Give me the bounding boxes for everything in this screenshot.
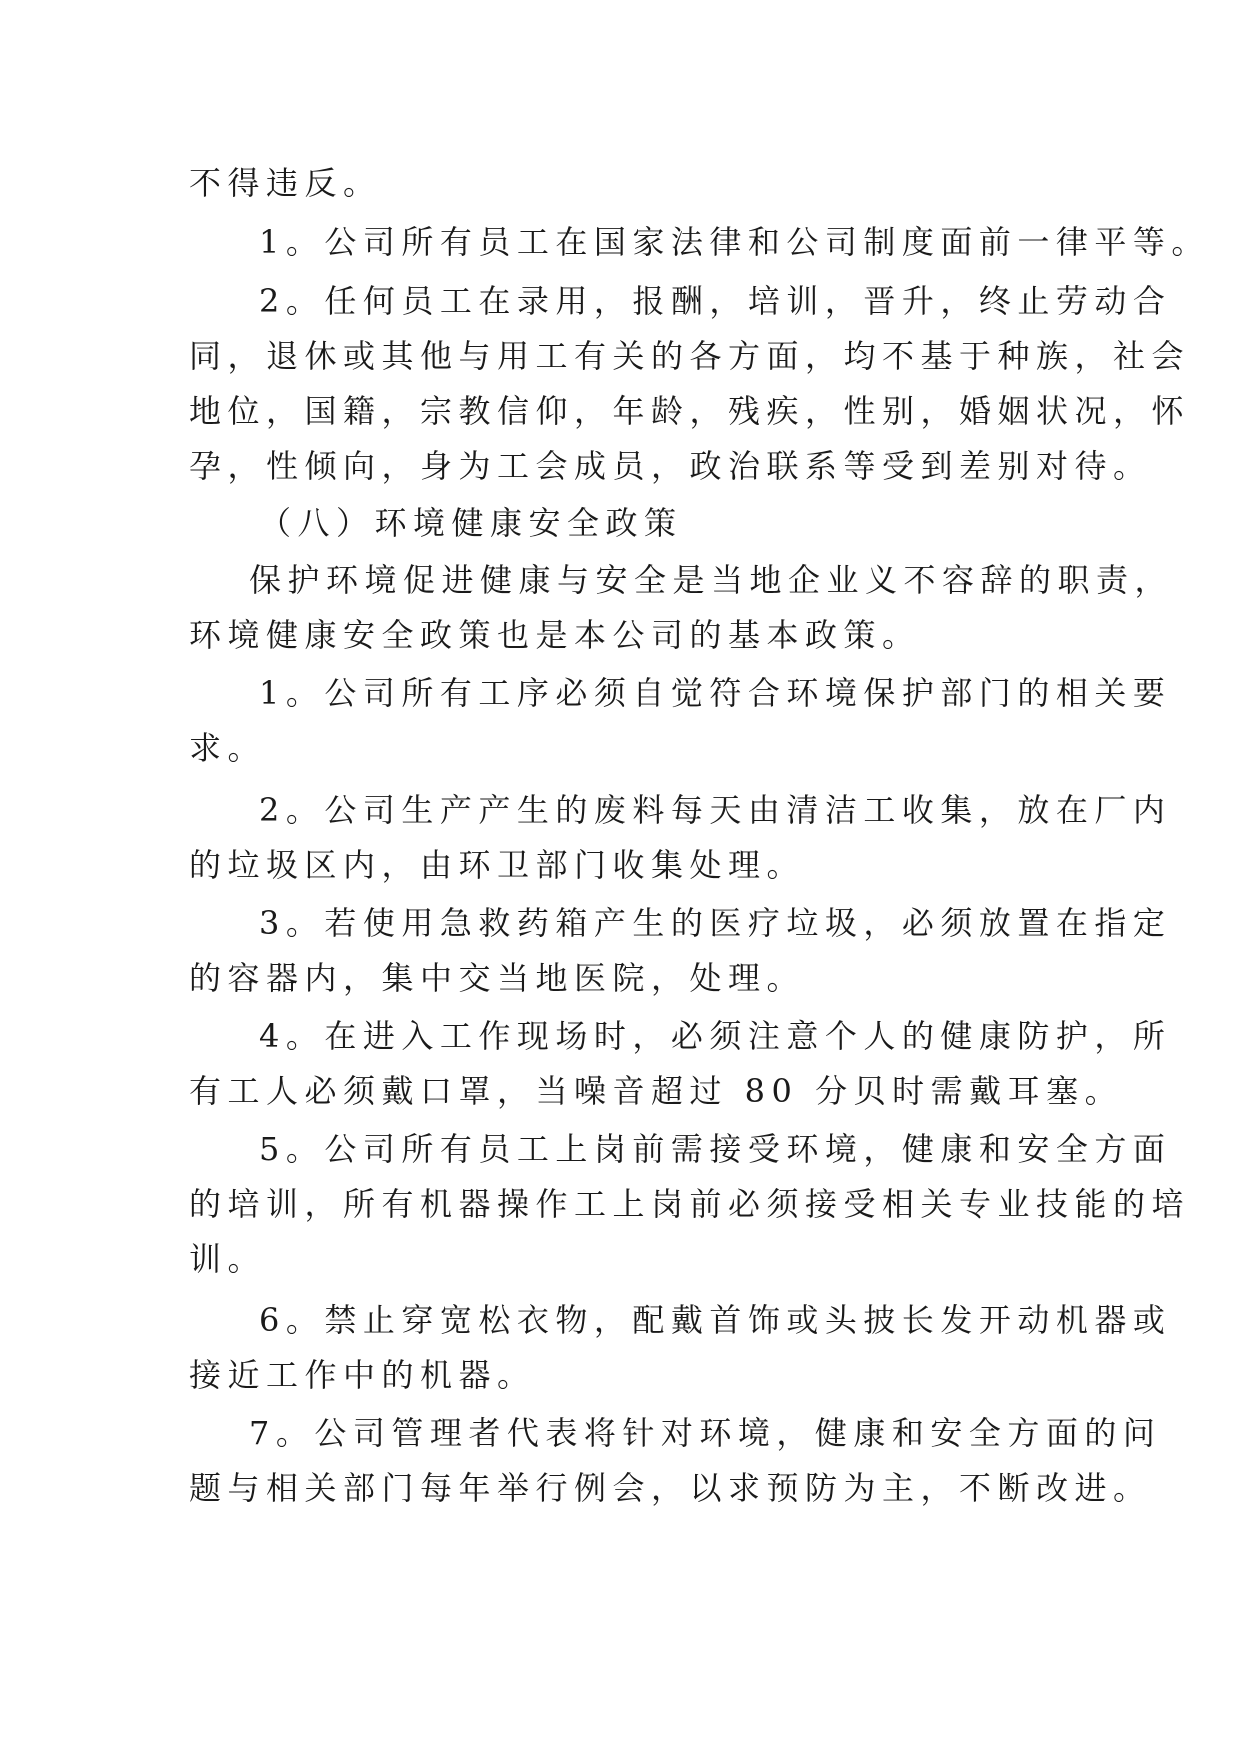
text-line: 1。公司所有工序必须自觉符合环境保护部门的相关要 (259, 674, 1172, 712)
text-line: 训。 (189, 1240, 267, 1278)
text-line: 2。任何员工在录用，报酬，培训，晋升，终止劳动合 (259, 282, 1172, 320)
text-line: 7。公司管理者代表将针对环境，健康和安全方面的问 (249, 1414, 1162, 1452)
text-line: 环境健康安全政策也是本公司的基本政策。 (189, 616, 921, 654)
text-line: 的容器内，集中交当地医院，处理。 (189, 959, 806, 997)
text-line: 2。公司生产产生的废料每天由清洁工收集，放在厂内 (259, 791, 1172, 829)
text-line: 的培训，所有机器操作工上岗前必须接受相关专业技能的培 (189, 1185, 1191, 1223)
text-line: 的垃圾区内，由环卫部门收集处理。 (189, 846, 806, 884)
section-heading: （八）环境健康安全政策 (259, 504, 683, 542)
text-line: 孕，性倾向，身为工会成员，政治联系等受到差别对待。 (189, 447, 1152, 485)
text-line: 6。禁止穿宽松衣物，配戴首饰或头披长发开动机器或 (259, 1301, 1172, 1339)
text-line: 地位，国籍，宗教信仰，年龄，残疾，性别，婚姻状况，怀 (189, 392, 1191, 430)
text-line: 1。公司所有员工在国家法律和公司制度面前一律平等。 (259, 223, 1210, 261)
text-line: 3。若使用急救药箱产生的医疗垃圾，必须放置在指定 (259, 904, 1172, 942)
text-line: 保护环境促进健康与安全是当地企业义不容辞的职责， (249, 561, 1174, 599)
text-line: 不得违反。 (189, 164, 382, 202)
text-line: 题与相关部门每年举行例会，以求预防为主，不断改进。 (189, 1469, 1152, 1507)
text-line: 求。 (189, 729, 267, 767)
text-line: 同，退休或其他与用工有关的各方面，均不基于种族，社会 (189, 337, 1191, 375)
text-line: 5。公司所有员工上岗前需接受环境，健康和安全方面 (259, 1130, 1172, 1168)
text-line: 有工人必须戴口罩，当噪音超过 80 分贝时需戴耳塞。 (189, 1072, 1124, 1110)
text-line: 4。在进入工作现场时，必须注意个人的健康防护，所 (259, 1017, 1172, 1055)
text-line: 接近工作中的机器。 (189, 1356, 536, 1394)
document-body (189, 152, 1210, 1519)
